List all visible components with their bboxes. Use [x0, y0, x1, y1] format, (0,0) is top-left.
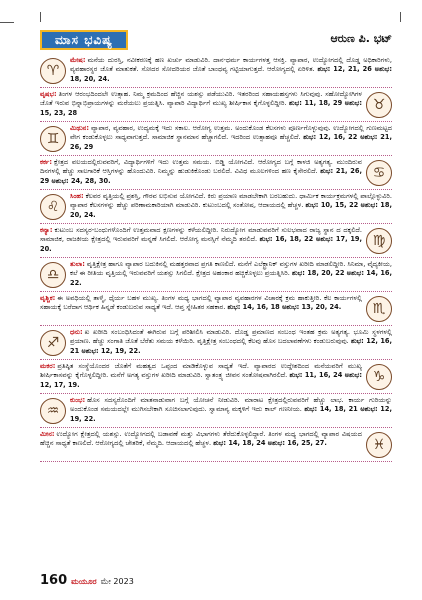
horoscope-entry — [40, 88, 392, 122]
lucky-dates: ಶುಭ: 18, 20, 22 ಅಶುಭ: 14, 16, 22. — [70, 269, 393, 287]
horoscope-entry — [40, 360, 392, 394]
sign-name: ವೃಶ್ಚಿಕ: — [40, 294, 56, 302]
prediction-text: ಕ್ಷೇತ್ರದ ವಲಯದಲ್ಲಿರುವವರಿಗೆ, ವಿದ್ಯಾರ್ಥಿಗಳಿಗೆ ಇದು ಉತ್ತಮ ಸಮಯ. ಬಿಡ್ಡಿ ಯೋಗವಿದೆ. ಆರೋಗ್ಯದ ಬಗ್ಗೆ ಕಾಳಜಿ ಅತ್ಯಗತ್ಯ. ಮುಂದಿರುವ ದಿನಗಳಲ್ಲಿ ಹೆಚ್ಚು ಸಾಲಗಾರಿಕೆ ಆಸ್ತಿಗಳನ್ನು ಹೊಂದುವಿರಿ. ನಿಮ್ಮನ್ನು ಹುಡುಕಿಕೊಂಡು ಬರಲಿದೆ. ವಿವಿಧ ಮೂಲಗಳಿಂದ ಹಣ ಕೈಸೇರಲಿದೆ. — [40, 158, 362, 176]
sign-name: ವೃಷಭ: — [40, 90, 57, 98]
lucky-dates: ಶುಭ: 12, 16, 21 ಅಶುಭ: 12, 19, 22. — [70, 337, 392, 355]
prediction-text: ಈ ಅವಧಿಯಲ್ಲಿ ತಾಳ್ಮೆ, ಧೈರ್ಯ ಬಹಳ ಮುಖ್ಯ. ತಿಂಗಳ ಮಧ್ಯ ಭಾಗದಲ್ಲಿ ವ್ಯಾಪಾರ ವ್ಯವಹಾರಗಳ ವಿಚಾರಕ್ಕೆ ಕ್ರಮ ಹಾಕುತ್ತೀರಿ. ಕೆಲ ಕಾರ್ಯಗಳಲ್ಲಿ ಸಹಾಯಕ್ಕೆ ಬರೆದಾಗ ಆರ್ಥಿಕ ಹಿನ್ನಡೆ ಕಂಡುಬರುವ ಸಾಧ್ಯತೆ ಇದೆ. ಆಪ್ತ ಸ್ನೇಹಿತರ ಸಹಕಾರ. — [40, 294, 362, 312]
sign-name: ಕುಂಭ: — [70, 396, 86, 404]
sea-goat-icon: ♑ — [366, 364, 392, 390]
entry-text — [70, 124, 392, 152]
section-title: ಮಾಸ ಭವಿಷ್ಯ — [40, 30, 128, 50]
sign-name: ಕರ್ಕ: — [40, 158, 52, 166]
entry-text — [40, 294, 362, 313]
fish-icon: ♓ — [366, 432, 392, 458]
bull-icon: ♉ — [366, 92, 392, 118]
entry-text — [70, 192, 392, 220]
lion-icon: ♌ — [40, 194, 66, 220]
crop-mark — [400, 12, 401, 22]
page-header — [40, 30, 392, 50]
sign-name: ಮಿಥುನ: — [70, 124, 89, 132]
prediction-text: ಖ ಖರೀದಿ ಸಂಬಂಧಿಸಿದಂತೆ ಈಗಿರುವ ಬಗ್ಗೆ ಪರಿಶೀಲಿಸಿ ಮಾಡುವಿರಿ. ದೊಡ್ಡ ಪ್ರಮಾಣದ ಸಂಬಂಧ ಇಂತಹ ಕ್ರಮ ಅತ್ಯಗತ್ಯ. ಭೂಮಿ ಸ್ಥಳಗಳಲ್ಲಿ ಪ್ರಯಾಣ. ಹೆಚ್ಚು ಸಂಗಾತಿ ಜೊತೆ ಬೆರೆತು ಸಮಯ ಕಳೆಯಿರಿ. ವೃತ್ತಿಕ್ಷೇತ್ರ ಸಂಬಂಧದಲ್ಲಿ ಕೆಲವು ಹೊಸ ಬದಲಾವಣೆಗಳು ಕಂಡುಬರುವುವು. — [70, 328, 392, 346]
horoscope-entry — [40, 54, 392, 88]
crop-mark — [0, 22, 14, 23]
entry-text — [70, 328, 392, 356]
sign-name: ಸಿಂಹ: — [70, 192, 84, 200]
magazine-name: ಮಯೂರ — [71, 577, 97, 586]
entry-text — [40, 90, 362, 118]
horoscope-list — [40, 54, 392, 462]
prediction-text: ಕೆಲವರ ವೃತ್ತಿಯಲ್ಲಿ ಪ್ರಶಸ್ತಿ, ಗೌರವ ಲಭಿಸುವ ಯೋಗವಿದೆ. ಕಿರು ಪ್ರಯಾಣ ಮಾಡಬೇಕಾಗಿ ಬರಬಹುದು. ಧಾರ್ಮಿಕ ಕಾರ್ಯಕ್ರಮಗಳಲ್ಲಿ ಪಾಲ್ಗೊಳ್ಳುವಿರಿ. ವ್ಯಾಪಾರ ಕೆಲಸಗಳನ್ನು ಹೆಚ್ಚು ಪರಿಣಾಮಕಾರಿಯಾಗಿ ಮಾಡುವಿರಿ. ಕುಟುಂಬದಲ್ಲಿ ಸಂತೋಷ, ಆದಾಯದಲ್ಲಿ ಹೆಚ್ಚಳ. — [70, 192, 392, 210]
entry-text — [40, 362, 362, 390]
crab-icon: ♋ — [366, 160, 392, 186]
lucky-dates: ಶುಭ: 14, 18, 21 ಅಶುಭ: 12, 19, 22. — [70, 405, 392, 423]
prediction-text: ವೃತ್ತಿಕ್ಷೇತ್ರ ಹಾಗೂ ವ್ಯಾಪಾರ ಬದುಕಿನಲ್ಲಿ ಮಹತ್ತರವಾದ ಪ್ರಗತಿ ಕಾಣಲಿದೆ. ಮನೆಗೆ ಎಲೆಕ್ಟ್ರಾನಿಕ್ ವಸ್ತುಗಳ ಖರೀದಿ ಮಾಡಲಿದ್ದೀರಿ. ಸಿನಿಮಾ, ವೈದ್ಯಕೀಯ, ಕಲೆ ಈ ರೀತಿಯ ವೃತ್ತಿಯಲ್ಲಿ ಇರುವವರಿಗೆ ಯಶಸ್ಸು ಸಿಗಲಿದೆ. ಕ್ಷೇತ್ರದ ಅಹಂಕಾರ ಹಚ್ಚಿಕೊಳ್ಳಲು ಪ್ರಯತ್ನಿಸಿರಿ. — [70, 260, 392, 278]
lucky-dates: ಶುಭ: 14, 16, 18 ಅಶುಭ: 13, 20, 24. — [227, 303, 342, 312]
horoscope-entry — [40, 190, 392, 224]
water-bearer-icon: ♒ — [40, 398, 66, 424]
horoscope-entry — [40, 428, 392, 462]
ram-icon: ♈ — [40, 58, 66, 84]
entry-text — [40, 158, 362, 186]
prediction-text: ಮನೆಯ ದುರಸ್ತಿ, ನವೀಕರಣಕ್ಕೆ ಹಣ ಖರ್ಚು ಮಾಡುವಿರಿ. ದಾನ-ಧರ್ಮ ಕಾರ್ಯಗಳತ್ತ ಆಸಕ್ತಿ. ವ್ಯಾಪಾರ, ಉದ್ಯೋಗದಲ್ಲಿ ದೊಡ್ಡ ಅಧಿಕಾರಿಗಳು, ವ್ಯವಹಾರಸ್ಥರ ಜೊತೆ ಮಾತುಕತೆ. ಸೋದರ ಸೋದರಿಯರ ಜೊತೆ ಬಾಂಧವ್ಯ ಗಟ್ಟಿಯಾಗುತ್ತದೆ. ಆರೋಗ್ಯದಲ್ಲಿ ಏರಿಳಿತ. — [70, 56, 392, 74]
entry-text — [70, 396, 392, 424]
horoscope-entry — [40, 394, 392, 428]
prediction-text: ಉದ್ಯೋಗ ಕ್ಷೇತ್ರದಲ್ಲಿ ಯಶಸ್ಸು. ಉದ್ಯೋಗದಲ್ಲಿ ಬಡಾವಣೆ ಮತ್ತು ವಿಭಾಗಗಳು ತೆರೆದುಕೊಳ್ಳಲಿದ್ದಾರೆ. ತಿಂಗಳ ಮಧ್ಯ ಭಾಗದಲ್ಲಿ ವ್ಯಾಪಾರ ವಿಷಯದ ಹೆಚ್ಚಿನ ಸಾಧ್ಯತೆ ಕಾಣಲಿದೆ. ಆರೋಗ್ಯದಲ್ಲಿ ಚೇತರಿಕೆ, ನೆಮ್ಮದಿ. ಆದಾಯದಲ್ಲಿ ಹೆಚ್ಚಳ. — [40, 430, 362, 448]
issue-date: ಮೇ 2023 — [100, 577, 134, 586]
sign-name: ಮೀನ: — [40, 430, 55, 438]
sign-name: ಮಕರ: — [40, 362, 56, 370]
horoscope-entry — [40, 224, 392, 258]
horoscope-entry — [40, 258, 392, 292]
sign-name: ಮೇಷ: — [70, 56, 86, 64]
page-footer — [40, 573, 134, 588]
lucky-dates: ಶುಭ: 11, 16, 24 ಅಶುಭ: 12, 17, 19. — [40, 371, 362, 389]
entry-text — [40, 430, 362, 449]
scorpion-icon: ♏ — [366, 296, 392, 322]
entry-text — [70, 56, 392, 84]
horoscope-entry — [40, 156, 392, 190]
lucky-dates: ಶುಭ: 21, 26, 29 ಅಶುಭ: 24, 28, 30. — [40, 167, 362, 185]
sign-name: ತುಲಾ: — [70, 260, 85, 268]
horoscope-entry — [40, 292, 392, 326]
prediction-text: ವ್ಯಾಪಾರ, ವ್ಯವಹಾರ, ಉದ್ಯಮಕ್ಕೆ ಇದು ಸಕಾಲ. ಆರೋಗ್ಯ ಉತ್ತಮ. ಅಂದುಕೊಂಡ ಕೆಲಸಗಳು ಪೂರ್ಣಗೊಳ್ಳುವುವು. ಉದ್ಯೋಗದಲ್ಲಿ ಗುಣಮಟ್ಟದ ವೇಗ ಕಂಡುಕೊಳ್ಳಲು ಸಾಧ್ಯವಾಗುತ್ತದೆ. ಸಾಮಾಜಿಕ ಸ್ಥಾನಮಾನ ಹೆಚ್ಚಾಗಲಿದೆ. ಇದರಿಂದ ಉತ್ಸಾಹವೂ ಹೆಚ್ಚಲಿದೆ. — [70, 124, 392, 142]
sign-name: ಧನು: — [70, 328, 83, 336]
scales-icon: ♎ — [40, 262, 66, 288]
lucky-dates: ಶುಭ: 12, 16, 22 ಅಶುಭ: 21, 26, 29 — [70, 133, 392, 151]
horoscope-entry — [40, 326, 392, 360]
lucky-dates: ಶುಭ: 16, 18, 22 ಅಶುಭ: 17, 19, 20. — [40, 235, 362, 253]
prediction-text: ಹೊಸ ಸದಸ್ಯರೊಂದಿಗೆ ಮಾತನಾಡುವಾಗ ಬಗ್ಗೆ ಯೋಚನೆ ನೀಡುವಿರಿ. ಮಾರಾಟ ಕ್ಷೇತ್ರದಲ್ಲಿರುವವರಿಗೆ ಹೆಚ್ಚು ಲಾಭ. ಕಾರ್ಯ ಗುರಿಯನ್ನು ಅಂದುಕೊಂಡ ಸಮಯದಲ್ಲೇ ಮುಗಿಸಬೇಕಾಗಿ ಸೂಚಿಸಲಾಗುವುದು. ಸ್ವಾಮಾನ್ಯ ಮಕ್ಕಳಿಗೆ ಇದು ಕಾಲ್ ಗಣನೀಯ. — [70, 396, 392, 414]
maiden-icon: ♍ — [366, 228, 392, 254]
page-number: 160 — [40, 573, 68, 588]
lucky-dates: ಶುಭ: 10, 15, 22 ಅಶುಭ: 18, 20, 24. — [70, 201, 392, 219]
lucky-dates: ಶುಭ: 14, 18, 24 ಅಶುಭ: 16, 25, 27. — [213, 439, 327, 448]
prediction-text: ಪ್ರತಿಷ್ಠಿತ ಸಂಸ್ಥೆಯೊಂದರ ಜೊತೆಗೆ ಮಹತ್ವದ ಒಪ್ಪಂದ ಮಾಡಿಕೊಳ್ಳುವ ಸಾಧ್ಯತೆ ಇದೆ. ವ್ಯಾಪಾರದ ಉದ್ದೇಶದಿಂದ ಮನೆಯವರಿಗೆ ಮುಖ್ಯ ಶೀರ್ಷಿಕಾಸವನ್ನು ಕೈಗೊಳ್ಳಲಿದ್ದೀರಿ. ಮನೆಗೆ ಅಗತ್ಯ ವಸ್ತುಗಳ ಖರೀದಿ ಮಾಡುವಿರಿ. ಸ್ವಾತಂತ್ರ್ಯ ಜೀವನ ಸಂತೋಷವಾಗಿರಲಿದೆ. — [40, 362, 362, 380]
prediction-text: ಕುಟುಂಬ ಸದಸ್ಯರ-ಬಂಧುಗಳೊಂದಿಗೆ ಉತ್ತಮವಾದ ಕ್ಷಣಗಳನ್ನು ಕಳೆಯಲಿದ್ದೀರಿ. ನಿರುದ್ಯೋಗ ಮಾಡುವವರಿಗೆ ಸುಲಭವಾದ ರಾಜ್ಯ ಸ್ಥಾನ ದ ದಕ್ಕಲಿದೆ. ಸಾಮಾಜಿಕ, ರಾಜಕೀಯ ಕ್ಷೇತ್ರದಲ್ಲಿ ಇರುವವರಿಗೆ ಮನ್ನಣೆ ಸಿಗಲಿದೆ. ಆರೋಗ್ಯ ಮನಸ್ಸಿಗೆ ನೆಮ್ಮದಿ ತರಲಿದೆ. — [40, 226, 362, 244]
archer-icon: ♐ — [40, 330, 66, 356]
entry-text — [40, 226, 362, 254]
lucky-dates: ಶುಭ: 12, 21, 26 ಅಶುಭ: 18, 20, 24. — [70, 65, 392, 83]
twins-icon: ♊ — [40, 126, 66, 152]
crop-mark — [40, 12, 41, 22]
horoscope-entry — [40, 122, 392, 156]
lucky-dates: ಶುಭ: 11, 18, 29 ಅಶುಭ: 15, 23, 28 — [40, 99, 362, 117]
author-name: ಆರುಣ ಪಿ. ಭಟ್ — [330, 32, 392, 45]
sign-name: ಕನ್ಯಾ: — [40, 226, 53, 234]
prediction-text: ತಿಂಗಳ ಆರಂಭದಿಂದಲೇ ಉತ್ಸಾಹ. ನಿಮ್ಮ ಕ್ರಮದಿಂದ ಹೆಚ್ಚಿನ ಯಶಸ್ಸು ಪಡೆಯುವಿರಿ. ಇತರರಿಂದ ಸಹಾಯಹಸ್ತಗಳು ಸಿಗುವುವು. ಸಹೋದ್ಯೋಗಿಗಳ ಜೊತೆ ಇರುವ ಭಿನ್ನಾಭಿಪ್ರಾಯಗಳನ್ನು ಮರೆಯಲು ಪ್ರಯತ್ನಿಸಿ. ವ್ಯಾಪಾರಿ ವಿದ್ಯಾರ್ಥಿಗೆ ಮುಖ್ಯ ಶೀರ್ಷಿಕಾಸ ಕೈಗೊಳ್ಳಲಿದ್ದೀರಿ. — [40, 90, 362, 108]
entry-text — [70, 260, 392, 288]
